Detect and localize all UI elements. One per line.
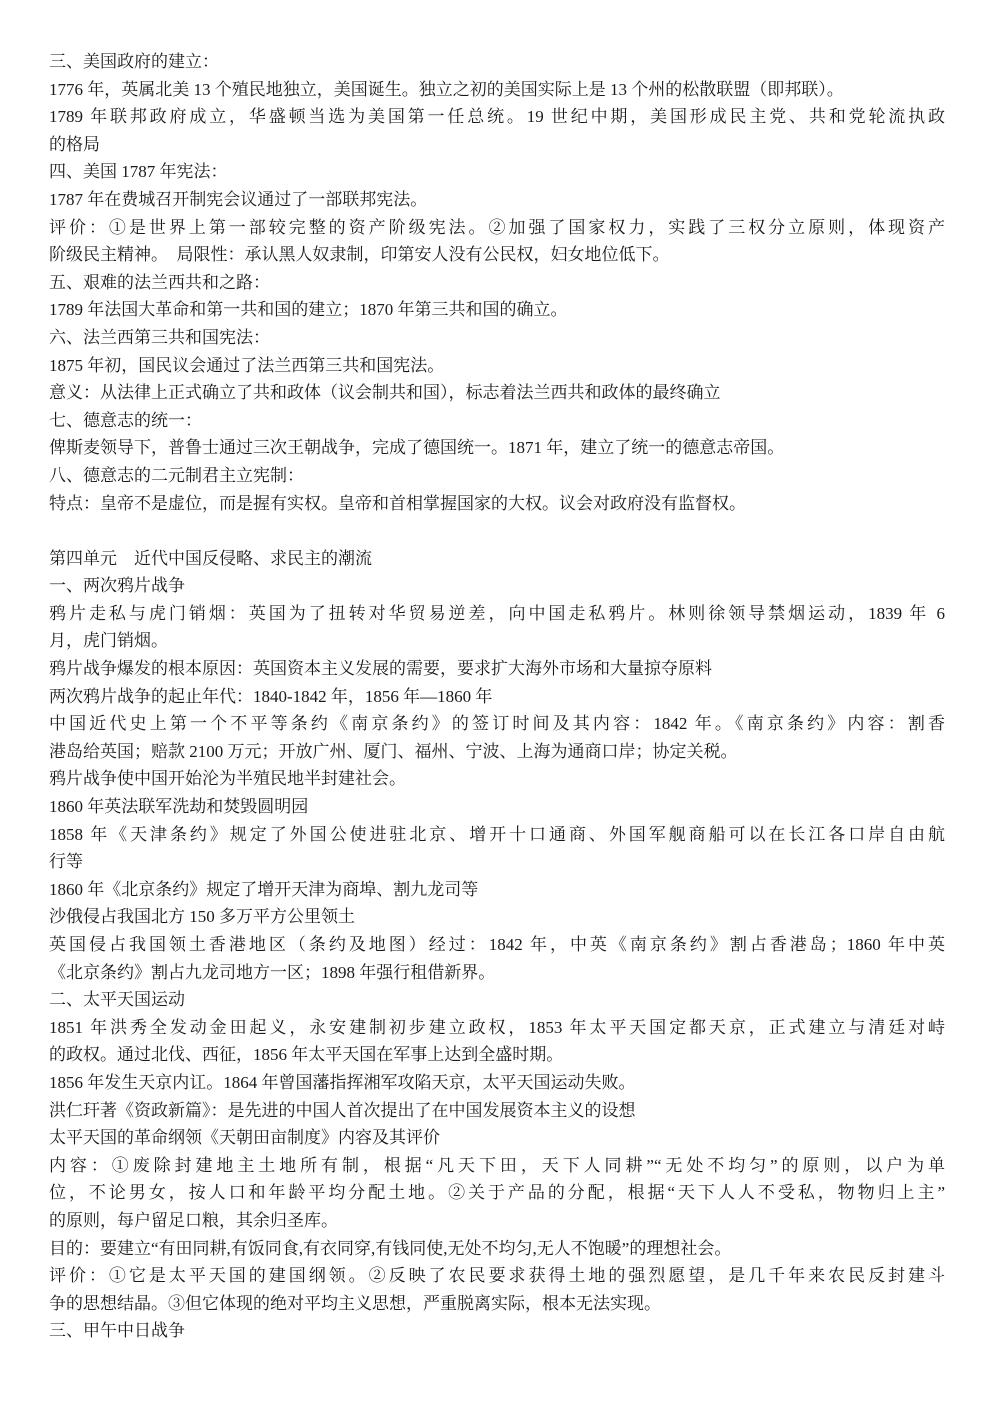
- text-line: 阶级民主精神。 局限性：承认黑人奴隶制，印第安人没有公民权，妇女地位低下。: [49, 245, 670, 265]
- paragraph: [49, 1097, 945, 1125]
- text-line: 内容：①废除封建地主土地所有制，根据“凡天下田，天下人同耕”“无处不均匀”的原则，以户为单: [49, 1155, 945, 1175]
- document-body: [49, 48, 945, 1345]
- paragraph: [49, 269, 945, 297]
- paragraph: [49, 572, 945, 600]
- text-line: 1860 年《北京条约》规定了增开天津为商埠、割九龙司等: [49, 879, 479, 899]
- text-line: 评价：①是世界上第一部较完整的资产阶级宪法。②加强了国家权力，实践了三权分立原则，体现资产: [49, 217, 945, 237]
- text-line: 的政权。通过北伐、西征，1856 年太平天国在军事上达到全盛时期。: [49, 1045, 564, 1065]
- text-line: 六、法兰西第三共和国宪法：: [49, 327, 270, 347]
- text-line: 行等: [49, 852, 83, 872]
- text-line: 1860 年英法联军洗劫和焚毁圆明园: [49, 797, 309, 817]
- text-line: 的格局: [49, 134, 100, 154]
- text-line: 位，不论男女，按人口和年龄平均分配土地。②关于产品的分配，根据“天下人人不受私，物物归上主”: [49, 1183, 945, 1203]
- paragraph: [49, 931, 945, 986]
- text-line: 《北京条约》割占九龙司地方一区；1898 年强行租借新界。: [49, 962, 496, 982]
- paragraph: [49, 1317, 945, 1345]
- text-line: 三、美国政府的建立：: [49, 52, 219, 71]
- text-line: 鸦片战争使中国开始沦为半殖民地半封建社会。: [49, 769, 406, 789]
- text-line: 洪仁玕著《资政新篇》：是先进的中国人首次提出了在中国发展资本主义的设想: [49, 1100, 636, 1120]
- text-line: 二、太平天国运动: [49, 990, 185, 1010]
- paragraph: [49, 324, 945, 352]
- paragraph: [49, 545, 945, 573]
- paragraph: [49, 1152, 945, 1235]
- paragraph: [49, 1014, 945, 1069]
- text-line: 1856 年发生天京内讧。1864 年曾国藩指挥湘军攻陷天京，太平天国运动失败。: [49, 1072, 636, 1092]
- text-line: 七、德意志的统一：: [49, 410, 202, 430]
- text-line: 评价：①它是太平天国的建国纲领。②反映了农民要求获得土地的强烈愿望，是几千年来农民反封建斗: [49, 1266, 945, 1286]
- paragraph: [49, 407, 945, 435]
- paragraph: [49, 1069, 945, 1097]
- text-line: 1875 年初，国民议会通过了法兰西第三共和国宪法。: [49, 355, 445, 375]
- paragraph: [49, 600, 945, 655]
- paragraph: [49, 821, 945, 876]
- text-line: 一、两次鸦片战争: [49, 576, 185, 596]
- paragraph: [49, 296, 945, 324]
- paragraph: [49, 903, 945, 931]
- section-western-political-systems: [49, 48, 945, 517]
- text-line: 争的思想结晶。③但它体现的绝对平均主义思想，严重脱离实际，根本无法实现。: [49, 1293, 661, 1313]
- text-line: 特点：皇帝不是虚位，而是握有实权。皇帝和首相掌握国家的大权。议会对政府没有监督权。: [49, 493, 746, 513]
- paragraph: [49, 1124, 945, 1152]
- text-line: 三、甲午中日战争: [49, 1321, 185, 1341]
- paragraph: [49, 1235, 945, 1263]
- paragraph: [49, 76, 945, 104]
- text-line: 鸦片走私与虎门销烟：英国为了扭转对华贸易逆差，向中国走私鸦片。林则徐领导禁烟运动，1839 年 6: [49, 603, 945, 623]
- paragraph: [49, 765, 945, 793]
- text-line: 英国侵占我国领土香港地区（条约及地图）经过：1842 年，中英《南京条约》割占香港岛；1860 年中英: [49, 935, 945, 954]
- paragraph: [49, 793, 945, 821]
- text-line: 鸦片战争爆发的根本原因：英国资本主义发展的需要，要求扩大海外市场和大量掠夺原料: [49, 659, 712, 679]
- paragraph: [49, 655, 945, 683]
- text-line: 1776 年，英属北美 13 个殖民地独立，美国诞生。独立之初的美国实际上是 13 个州的松散联盟（即邦联）。: [49, 79, 844, 99]
- paragraph: [49, 683, 945, 711]
- paragraph: [49, 103, 945, 158]
- paragraph: [49, 186, 945, 214]
- text-line: 1858 年《天津条约》规定了外国公使进驻北京、增开十口通商、外国军舰商船可以在长江各口岸自由航: [49, 824, 945, 844]
- paragraph: [49, 876, 945, 904]
- text-line: 四、美国 1787 年宪法：: [49, 162, 228, 182]
- paragraph: [49, 352, 945, 380]
- text-line: 目的：要建立“有田同耕,有饭同食,有衣同穿,有钱同使,无处不均匀,无人不饱暖”的理想社会。: [49, 1238, 732, 1258]
- text-line: 俾斯麦领导下，普鲁士通过三次王朝战争，完成了德国统一。1871 年，建立了统一的德意志帝国。: [49, 438, 785, 458]
- text-line: 的原则，每户留足口粮，其余归圣库。: [49, 1210, 338, 1230]
- paragraph: [49, 214, 945, 269]
- paragraph: [49, 1262, 945, 1317]
- section-unit-4-modern-china: [49, 545, 945, 1345]
- paragraph: [49, 710, 945, 765]
- text-line: 八、德意志的二元制君主立宪制：: [49, 465, 304, 485]
- paragraph: [49, 462, 945, 490]
- text-line: 意义：从法律上正式确立了共和政体（议会制共和国），标志着法兰西共和政体的最终确立: [49, 383, 721, 403]
- paragraph: [49, 158, 945, 186]
- paragraph: [49, 490, 945, 518]
- text-line: 月，虎门销烟。: [49, 631, 168, 651]
- text-line: 1787 年在费城召开制宪会议通过了一部联邦宪法。: [49, 189, 428, 209]
- paragraph: [49, 986, 945, 1014]
- text-line: 1851 年洪秀全发动金田起义，永安建制初步建立政权，1853 年太平天国定都天京，正式建立与清廷对峙: [49, 1017, 945, 1037]
- text-line: 中国近代史上第一个不平等条约《南京条约》的签订时间及其内容：1842 年。《南京条约》内容：割香: [49, 714, 945, 734]
- text-line: 第四单元 近代中国反侵略、求民主的潮流: [49, 548, 372, 568]
- text-line: 港岛给英国；赔款 2100 万元；开放广州、厦门、福州、宁波、上海为通商口岸；协定关税。: [49, 741, 738, 761]
- text-line: 沙俄侵占我国北方 150 多万平方公里领土: [49, 907, 355, 927]
- text-line: 1789 年法国大革命和第一共和国的建立；1870 年第三共和国的确立。: [49, 300, 568, 320]
- paragraph: [49, 434, 945, 462]
- paragraph: [49, 48, 945, 76]
- text-line: 五、艰难的法兰西共和之路：: [49, 272, 270, 292]
- paragraph: [49, 379, 945, 407]
- text-line: 1789 年联邦政府成立，华盛顿当选为美国第一任总统。19 世纪中期，美国形成民主党、共和党轮流执政: [49, 107, 945, 127]
- text-line: 太平天国的革命纲领《天朝田亩制度》内容及其评价: [49, 1128, 440, 1148]
- text-line: 两次鸦片战争的起止年代：1840-1842 年，1856 年—1860 年: [49, 686, 493, 706]
